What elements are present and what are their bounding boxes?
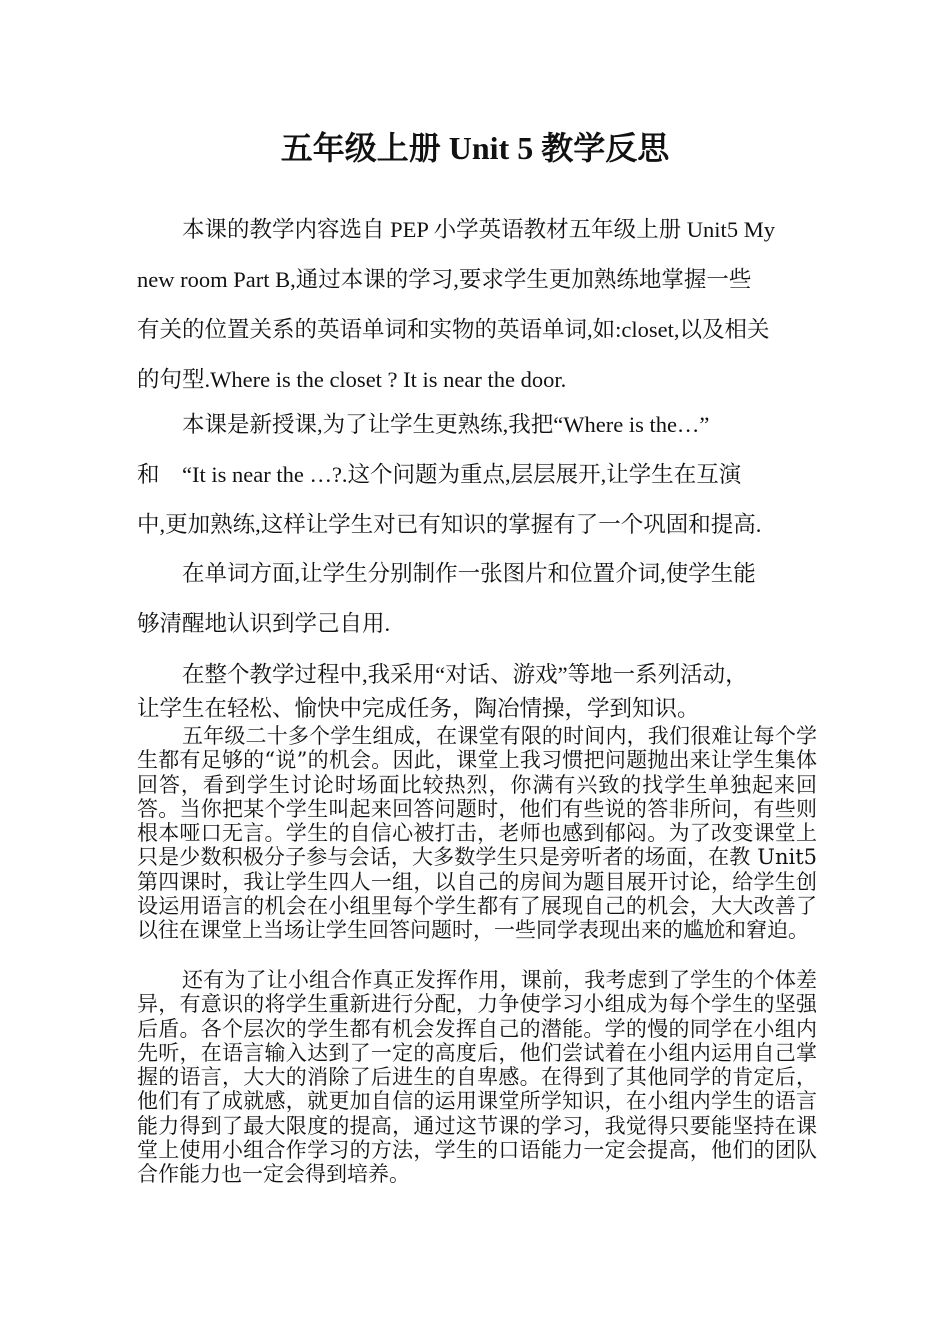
paragraph-2 [137,400,817,550]
paragraph-2-line-3: 中,更加熟练,这样让学生对已有知识的掌握有了一个巩固和提高. [137,512,762,537]
paragraph-4 [137,650,817,700]
paragraph-5: 五年级二十多个学生组成，在课堂有限的时间内，我们很难让每个学生都有足够的“说”的机会。因此，课堂上我习惯把问题抛出来让学生集体回答，看到学生讨论时场面比较热烈，你满有兴致的找学生单独起来回答。当你把某个学生叫起来回答问题时，他们有些说的答非所问，有些则根本哑口无言。学生的自信心被打击，老师也感到郁闷。为了改变课堂上只是少数积极分子参与会话，大多数学生只是旁听者的场面，在教 Unit5 第四课时，我让学生四人一组，以自己的房间为题目展开讨论，给学生创设运用语言的机会在小组里每个学生都有了展现自己的机会，大大改善了以往在课堂上当场让学生回答问题时，一些同学表现出来的尴尬和窘迫。 [137,724,817,943]
paragraph-1 [137,205,817,405]
paragraph-4-line-1: 在整个教学过程中,我采用“对话、游戏”等地一系列活动， [182,662,748,687]
paragraph-1-line-2: new room Part B,通过本课的学习,要求学生更加熟练地掌握一些 [137,267,752,292]
paragraph-1-line-1: 本课的教学内容选自 PEP 小学英语教材五年级上册 Unit5 My [182,217,775,242]
paragraph-3 [137,549,817,649]
paragraph-1-line-4: 的句型.Where is the closet ? It is near the door. [137,367,567,392]
paragraph-1-line-3: 有关的位置关系的英语单词和实物的英语单词,如:closet,以及相关 [137,317,770,342]
paragraph-3-line-2: 够清醒地认识到学己自用. [137,611,391,636]
document-title: 五年级上册 Unit 5 教学反思 [280,130,670,166]
paragraph-4-line-2: 让学生在轻松、愉快中完成任务，陶冶情操，学到知识。 [137,696,700,721]
paragraph-3-line-1: 在单词方面,让学生分别制作一张图片和位置介词,使学生能 [182,561,756,586]
paragraph-6: 还有为了让小组合作真正发挥作用，课前，我考虑到了学生的个体差异，有意识的将学生重新进行分配，力争使学习小组成为每个学生的坚强后盾。各个层次的学生都有机会发挥自己的潜能。学的慢的同学在小组内先听，在语言输入达到了一定的高度后，他们尝试着在小组内运用自己掌握的语言，大大的消除了后进生的自卑感。在得到了其他同学的肯定后，他们有了成就感，就更加自信的运用课堂所学知识，在小组内学生的语言能力得到了最大限度的提高，通过这节课的学习，我觉得只要能坚持在课堂上使用小组合作学习的方法，学生的口语能力一定会提高，他们的团队合作能力也一定会得到培养。 [137,968,817,1187]
paragraph-2-line-2: 和 “It is near the …?.这个问题为重点,层层展开,让学生在互演 [137,462,742,487]
paragraph-2-line-1: 本课是新授课,为了让学生更熟练,我把“Where is the…” [182,412,710,437]
